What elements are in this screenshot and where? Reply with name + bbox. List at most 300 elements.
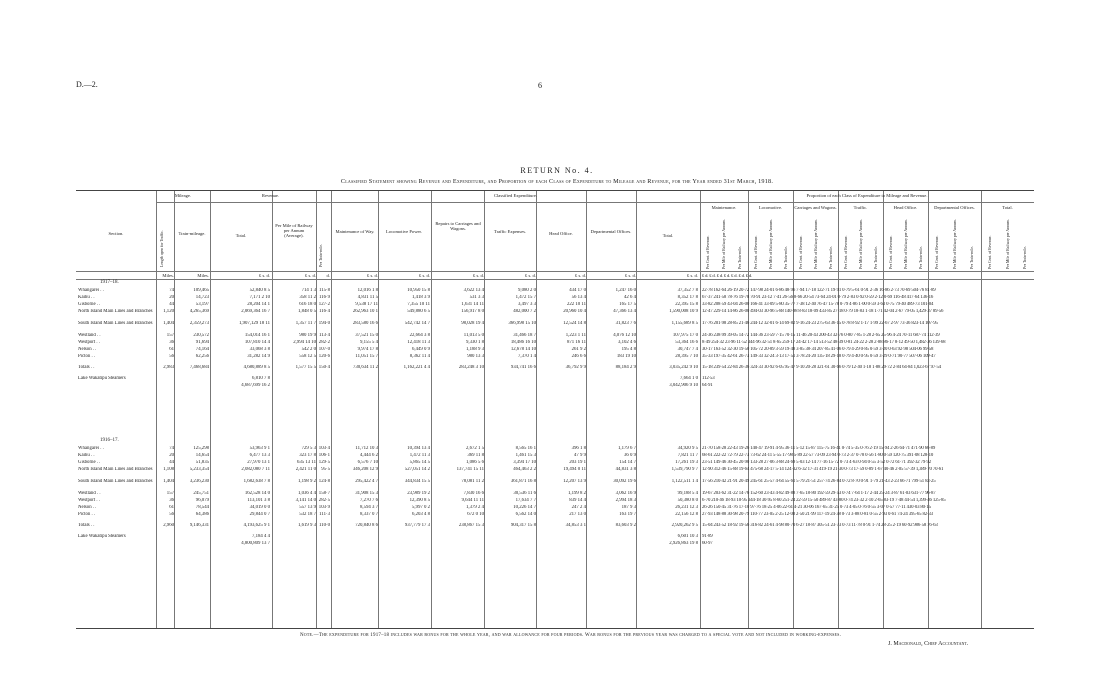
cell-ho: 36,792 9 9 xyxy=(565,365,586,370)
prop-subheader-6-2: Per Train-mile. xyxy=(1023,246,1028,269)
cell-ls: 1,108 xyxy=(163,467,174,472)
cell-te: 3,497 3 3 xyxy=(518,302,536,307)
cell-mw: 283,580 16 6 xyxy=(352,321,378,326)
cell-rc: 98,028 19 4 xyxy=(461,321,484,326)
cell-te: 18,486 16 10 xyxy=(510,340,536,345)
cell-pt: 103·9 xyxy=(318,505,330,510)
cell-ho: 396 1 8 xyxy=(571,446,586,451)
cell-tot: 34,019 0 0 xyxy=(249,505,270,510)
cell-tl: 53,364 16 6 xyxy=(675,340,698,345)
prop-group-departmental: Departmental Offices. xyxy=(934,205,975,210)
mileage-header: Mileage. xyxy=(174,193,192,198)
cell-ho: 217 13 0 xyxy=(569,512,586,517)
repairs-header: Repairs to Carriages and Wagons. xyxy=(435,221,481,231)
cell-ls: 20 xyxy=(169,453,174,458)
expenditure-total-header: Total. xyxy=(662,233,674,238)
cell-tm: 64,386 xyxy=(195,512,209,517)
cell-pm: 557 13 9 xyxy=(299,505,316,510)
cell-pt: 111·3 xyxy=(319,512,330,517)
prop-subheader-0-2: Per Train-mile. xyxy=(738,246,742,269)
cell-lp: 542,742 14 7 xyxy=(404,321,430,326)
cell-name: Picton . . xyxy=(78,512,96,517)
head-office-header: Head Office. xyxy=(549,231,573,236)
cell-ho: 34,853 3 1 xyxy=(565,523,586,528)
cell-tot: 6,810 7 8 xyxy=(252,376,270,381)
cell-tl: 1,122,511 1 4 xyxy=(671,479,698,484)
prop-subheader-5-2: Per Train-mile. xyxy=(970,246,975,269)
cell-tl: 99,188 5 4 xyxy=(677,491,698,496)
cell-lp: 1,418 3 9 xyxy=(412,295,430,300)
cell-rc: 238,867 15 3 xyxy=(458,523,484,528)
cell-pt: 116·4 xyxy=(318,309,330,314)
cell-te: 17,634 7 7 xyxy=(515,498,536,503)
cell-prop: 12·47 229·14 14·86 26·00 494·03 30·96 5·88 140·98 8·83 18·09 433·85 27·18 0·79 18·83 1·18 1·71 42·04 2·67 79·05 1,429·37 89·56 xyxy=(702,309,944,314)
cell-name: Gisborne . . xyxy=(78,302,101,307)
cell-ho: 247 2 4 xyxy=(571,505,586,510)
cell-prop: 60·97 xyxy=(702,541,713,546)
cell-pm: 714 1 3 xyxy=(301,288,316,293)
cell-tl: 22,395 15 8 xyxy=(675,302,698,307)
cell-prop: 30·17 163·52 32·30 19·50 105·72 20·89 3·59 19·48 3·85 38·34 207·85 41·06 0·79 4·29 0·85 0·59 3·20 0·63 92·98 504·06 99·58 xyxy=(702,347,934,352)
cell-lp: 5,997 0 2 xyxy=(412,505,430,510)
cell-tot: 4,193,625 9 1 xyxy=(243,523,270,528)
cell-do: 3,102 4 6 xyxy=(618,340,636,345)
cell-rc: 3,622 13 4 xyxy=(463,288,484,293)
cell-prop: 17·56 210·42 21·91 20·49 245·61 25·57 4·64 55·61 5·79 21·51 257·74 26·84 0·72 8·70 0·91 1·79 21·43 2·23 66·71 799·51 83·25 xyxy=(702,479,936,484)
cell-tl: 8,352 17 8 xyxy=(677,295,698,300)
cell-prop: 15·18 239·54 22·84 26·36 324·33 30·92 6·05 95·47 9·10 20·28 321·61 30·66 0·79 12·40 1·18 1·88 29·72 2·84 64·84 1,023·67 97·54 xyxy=(702,365,942,370)
cell-tm: 4,265,369 xyxy=(189,309,209,314)
signature: J. Macdonald, Chief Accountant. xyxy=(888,641,969,647)
cell-name: South Island Main Lines and Branches xyxy=(78,479,153,484)
cell-name: Whangarei . . xyxy=(78,288,104,293)
cell-tm: 53,197 xyxy=(195,302,209,307)
cell-rc: 1,188 9 3 xyxy=(466,347,484,352)
cell-lp: 344,834 15 5 xyxy=(404,479,430,484)
cell-te: 366,998 15 10 xyxy=(508,321,536,326)
cell-tot: 27,970 13 1 xyxy=(247,460,270,465)
cell-lp: 5,865 14 5 xyxy=(409,460,430,465)
cell-name: Kaihu . . xyxy=(78,295,95,300)
cell-tot: 2,069,364 16 7 xyxy=(241,309,270,314)
cell-mw: 295,422 4 7 xyxy=(355,479,378,484)
prop-subheader-3-0: Per Cent. of Revenue. xyxy=(843,235,848,269)
cell-tl: 28,395 7 10 xyxy=(675,354,698,359)
cell-do: 187 9 3 xyxy=(621,505,636,510)
cell-ls: 44 xyxy=(169,302,174,307)
cell-pt: 194·0 xyxy=(318,321,330,326)
cell-lp: 10,394 13 4 xyxy=(407,446,430,451)
departmental-offices-header: Departmental Offices. xyxy=(590,229,632,234)
prop-subheader-2-1: Per Mile of Railway per Annum. xyxy=(813,219,818,269)
cell-pt: 129·5 xyxy=(318,460,330,465)
cell-te: 1,461 15 3 xyxy=(515,453,536,458)
cell-te: 8,565 16 1 xyxy=(515,446,536,451)
cell-prop: 8·49 254·32 23·96 11·52 344·96 32·51 8·65 259·17 24·42 17·14 513·52 48·39 0·81 24·22 2·28 2·88 86·17 8·12 49·50 1,482·36 139·68 xyxy=(702,340,946,345)
cell-lp: 22,664 3 8 xyxy=(409,333,430,338)
cell-te: 6,562 14 0 xyxy=(515,512,536,517)
cell-pt: 150·4 xyxy=(318,365,330,370)
prop-subheader-4-2: Per Train-mile. xyxy=(918,246,923,269)
cell-tm: 245,751 xyxy=(193,491,209,496)
cell-tm: 9,146,331 xyxy=(189,523,209,528)
prop-subheader-0-1: Per Mile of Railway per Annum. xyxy=(722,219,726,269)
cell-do: 42 6 4 xyxy=(624,295,636,300)
cell-tm: 74,164 xyxy=(195,347,209,352)
cell-te: 1,472 15 7 xyxy=(515,295,536,300)
cell-mw: 12,016 1 8 xyxy=(357,288,378,293)
cell-do: 163 19 7 xyxy=(619,512,636,517)
cell-name: North Island Main Lines and Branches xyxy=(78,467,153,472)
cell-rc: 156,917 8 0 xyxy=(461,309,484,314)
cell-tl: 3,035,242 9 10 xyxy=(669,365,698,370)
cell-mw: 9,538 17 11 xyxy=(355,302,378,307)
cell-do: 3,062 16 9 xyxy=(615,491,636,496)
cell-name: Picton . . xyxy=(78,354,96,359)
cell-pm: 1,619 9 3 xyxy=(298,523,316,528)
cell-do: 30,092 19 6 xyxy=(613,479,636,484)
prop-subheader-1-0: Per Cent. of Revenue. xyxy=(753,235,758,269)
cell-mw: 8,337 0 7 xyxy=(360,512,378,517)
cell-pt: 158·7 xyxy=(318,491,330,496)
table-row xyxy=(76,309,1034,317)
cell-name: Westland . . xyxy=(78,333,101,338)
cell-rc: 78,081 11 2 xyxy=(461,479,484,484)
cell-name: Totals . . xyxy=(78,523,95,528)
cell-pt: 107·0 xyxy=(318,347,330,352)
cell-tl: 7,821 11 7 xyxy=(677,453,698,458)
cell-ho: 203 19 1 xyxy=(569,460,586,465)
cell-lp: 23,989 19 2 xyxy=(407,491,430,496)
cell-name: Whangarei . . xyxy=(78,446,104,451)
cell-pt: 95·5 xyxy=(321,467,330,472)
cell-pm: 980 19 9 xyxy=(299,333,316,338)
cell-tl: 22,156 12 8 xyxy=(675,512,698,517)
cell-pt: 120·6 xyxy=(318,354,330,359)
cell-tm: 91,694 xyxy=(195,340,209,345)
cell-do: 1,247 16 0 xyxy=(615,288,636,293)
prop-subheader-0-0: Per Cent. of Revenue. xyxy=(706,235,710,269)
cell-prop: 12·90 312·46 15·88 19·64 475·68 24·17 5·14 124·32 6·32 17·31 419·19 21·30 0·73 17·59 0·89 1·67 40·46 2·05 57·39 1,389·70 70·61 xyxy=(702,467,944,472)
cell-do: 47,366 13 4 xyxy=(613,309,636,314)
table-row xyxy=(76,383,1034,391)
cell-prop: 19·67 203·62 31·22 14·76 152·60 23·43 4·82 49·88 7·65 18·80 192·59 29·53 0·74 7·64 1·17 2·44 25·24 3·87 61·03 631·77 96·87 xyxy=(702,491,936,496)
cell-te: 7,370 1 4 xyxy=(518,354,536,359)
cell-pt: 106·1 xyxy=(318,453,330,458)
cell-lp: 1,162,221 4 4 xyxy=(403,365,430,370)
cell-pt: 127·2 xyxy=(318,302,330,307)
cell-lp: 12,418 11 3 xyxy=(407,340,430,345)
cell-mw: 9,974 17 8 xyxy=(357,347,378,352)
table-row xyxy=(76,365,1034,373)
cell-rc: 1,086 5 6 xyxy=(466,460,484,465)
cell-te: 482,000 7 2 xyxy=(513,309,536,314)
cell-prop: 15·04 243·52 18·92 19·56 316·82 24·61 4·98 80·70 6·27 18·87 305·51 23·73 0·73 11·78 0·91 1·74 28·25 2·19 60·92 986·58 76·63 xyxy=(702,523,938,528)
cell-te: 464,463 2 2 xyxy=(513,467,536,472)
cell-prop: 33·82 208·59 43·04 26·00 166·41 33·09 5·80 35·77 7·38 12·40 76·47 15·78 0·79 4·86 1·00 0·59 3·63 0·75 79·40 489·73 101·04 xyxy=(702,302,934,307)
cell-te: 9,080 2 0 xyxy=(518,288,536,293)
cell-ls: 1,404 xyxy=(163,479,174,484)
cell-tm: 7,468,684 xyxy=(189,365,209,370)
cell-te: 12,678 14 10 xyxy=(510,347,536,352)
prop-group-head-office: Head Office. xyxy=(893,205,918,210)
revenue-total-header: Total. xyxy=(235,233,247,238)
cell-pm: 532 18 7 xyxy=(299,512,316,517)
prop-subheader-4-0: Per Cent. of Revenue. xyxy=(888,235,893,269)
year-label-1917-18: 1917–18. xyxy=(100,280,119,285)
cell-tm: 3,236,230 xyxy=(189,479,209,484)
cell-tl: 26,231 12 3 xyxy=(675,505,698,510)
cell-tot: 1,682,638 7 8 xyxy=(243,479,270,484)
cell-prop: 6·70 210·46 18·93 10·95 344·18 30·95 8·60 251·24 22·59 15·50 489·87 43·80 0·74 23·32 2·10 2·65 83·19 7·48 44·54 1,399·46 125·85 xyxy=(702,498,946,503)
cell-prop: 17·76 201·98 28·85 21·46 244·12 32·01 6·14 69·82 9·16 24·23 275·63 36·15 0·78 8·92 1·17 1·99 22·67 2·97 73·36 823·14 107·95 xyxy=(702,321,938,326)
cell-do: 31,823 7 6 xyxy=(615,321,636,326)
prop-subheader-1-1: Per Mile of Railway per Annum. xyxy=(768,219,773,269)
cell-tm: 2,359,273 xyxy=(189,321,209,326)
traffic-expenses-header: Traffic Expenses. xyxy=(493,229,527,234)
cell-name: Nelson . . xyxy=(78,505,97,510)
cell-pm: 1,357 11 7 xyxy=(295,321,316,326)
locomotive-power-header: Locomotive Power. xyxy=(386,229,422,234)
cell-tot: 53,963 9 1 xyxy=(249,446,270,451)
cell-ls: 56 xyxy=(169,354,174,359)
cell-name: Nelson . . xyxy=(78,347,97,352)
cell-ls: 74 xyxy=(169,288,174,293)
cell-tm: 14,654 xyxy=(195,453,209,458)
length-open-header: Length open for Traffic. xyxy=(160,230,164,267)
cell-tm: 230,572 xyxy=(193,333,209,338)
cell-lp: 937,779 17 3 xyxy=(404,523,430,528)
cell-rc: 2,672 1 5 xyxy=(466,446,484,451)
cell-do: 183 19 10 xyxy=(616,354,636,359)
prop-subheader-6-1: Per Mile of Railway per Annum. xyxy=(1005,219,1010,269)
cell-ho: 47 9 9 xyxy=(574,453,586,458)
cell-tot: 29,844 0 7 xyxy=(249,512,270,517)
cell-lp: 6,449 0 9 xyxy=(412,347,430,352)
cell-prop: 68·61 222·22 72·79 22·73 73·62 24·11 5·55 17·98 5·89 22·57 73·09 23·94 0·73 2·37 0·78 0·56 1·80 0·59 120·75 391·08 128·10 xyxy=(702,453,934,458)
cell-ls: 157 xyxy=(166,333,174,338)
table-row xyxy=(76,541,1034,549)
cell-mw: 262,963 10 1 xyxy=(352,309,378,314)
cell-ho: 56 13 4 xyxy=(571,295,586,300)
cell-ls: 61 xyxy=(169,347,174,352)
prop-subheader-1-2: Per Train-mile. xyxy=(783,246,788,269)
cell-tl: 30,747 7 4 xyxy=(677,347,698,352)
cell-tl: 37,352 7 8 xyxy=(677,288,698,293)
prop-subheader-6-0: Per Cent. of Revenue. xyxy=(987,235,992,269)
cell-tot: 52,840 8 5 xyxy=(249,288,270,293)
cell-pm: 1,036 4 4 xyxy=(298,491,316,496)
cell-rc: 137,741 15 11 xyxy=(456,467,484,472)
cell-tm: 109,465 xyxy=(193,288,209,293)
cell-prop: 22·78 162·64 26·19 20·72 147·98 24·01 6·86 48·96 7·94 17·18 122·71 19·91 0·79 5·61 0·91 2·36 16·86 2·73 70·69 504·76 81·89 xyxy=(702,288,936,293)
cell-ls: 56 xyxy=(169,512,174,517)
cell-pm: 729 5 3 xyxy=(301,446,316,451)
prop-group-carriages: Carriages and Wagons. xyxy=(794,205,837,210)
cell-ho: 246 6 6 xyxy=(571,354,586,359)
cell-ls: 157 xyxy=(166,491,174,496)
cell-rc: 531 3 3 xyxy=(469,295,484,300)
cell-tl: 50,380 8 0 xyxy=(677,498,698,503)
cell-tot: 28,204 14 1 xyxy=(247,302,270,307)
cell-tot: 162,528 14 0 xyxy=(244,491,270,496)
cell-name: Totals . . xyxy=(78,365,95,370)
cell-pt: 110·0 xyxy=(318,523,330,528)
revenue-per-train-mile-header: Per Train-mile. xyxy=(319,244,323,267)
cell-mw: 4,831 11 5 xyxy=(357,295,378,300)
cell-rc: 9,330 1 8 xyxy=(466,340,484,345)
return-title: RETURN No. 4. xyxy=(520,166,594,175)
cell-ho: 261 9 2 xyxy=(571,347,586,352)
cell-ho: 12,207 13 9 xyxy=(563,479,586,484)
cell-pt: 282·5 xyxy=(318,498,330,503)
cell-rc: 7,830 16 6 xyxy=(463,491,484,496)
cell-tl: 7,664 1 0 xyxy=(680,376,698,381)
cell-tl: 3,042,906 9 10 xyxy=(669,383,698,388)
cell-tot: 154,014 16 1 xyxy=(244,333,270,338)
cell-tm: 125,298 xyxy=(193,446,209,451)
cell-tm: 14,723 xyxy=(195,295,209,300)
cell-pm: 635 13 11 xyxy=(296,460,316,465)
cell-mw: 6,576 7 10 xyxy=(357,460,378,465)
classified-expenditure-header: Classified Expenditure. xyxy=(493,193,538,198)
cell-tl: 1,539,790 9 7 xyxy=(671,467,698,472)
cell-name: Westport . . xyxy=(78,340,100,345)
revenue-expenditure-table xyxy=(76,190,1034,629)
cell-tm: 62,256 xyxy=(195,354,209,359)
cell-tm: 96,079 xyxy=(195,498,209,503)
prop-group-maintenance: Maintenance. xyxy=(711,205,737,210)
table-row xyxy=(76,512,1034,520)
prop-subheader-2-2: Per Train-mile. xyxy=(828,246,833,269)
cell-ls: 44 xyxy=(169,460,174,465)
table-row xyxy=(76,321,1034,329)
cell-tl: 2,926,863 19 8 xyxy=(669,541,698,546)
cell-pt: 113·4 xyxy=(318,333,330,338)
cell-lp: 527,051 14 2 xyxy=(404,467,430,472)
table-row xyxy=(76,467,1034,475)
cell-mw: 37,521 15 0 xyxy=(355,333,378,338)
proportion-header: Proportion of each Class of Expenditure to Mileage and Revenue. xyxy=(806,193,928,198)
units-row: Miles. Miles. £ s. d. £ s. d. d. £ s. d. £ s. d. £ s. d. £ s. d. £ s. d. £ s. d. £ s. d. £ d. £ d. £ d. £ d. £ d. £ d. £ d. xyxy=(162,273,753,278)
cell-ls: 1,120 xyxy=(163,309,174,314)
cell-tl: 1,155,689 8 5 xyxy=(671,321,698,326)
cell-prop: 27·93 148·88 30·98 20·79 110·77 23·05 2·25 12·00 2·50 21·99 117·19 24·38 0·73 3·88 0·81 0·55 2·93 0·61 74·24 395·65 82·33 xyxy=(702,512,933,517)
cell-name: Kaihu . . xyxy=(78,453,95,458)
cell-lp: 10,950 15 8 xyxy=(407,288,430,293)
cell-do: 1,179 6 7 xyxy=(618,446,636,451)
cell-do: 2,994 18 3 xyxy=(615,498,636,503)
cell-ls: 20 xyxy=(169,295,174,300)
table-row xyxy=(76,479,1034,487)
prop-group-traffic: Traffic. xyxy=(853,205,868,210)
cell-ls: 2,983 xyxy=(163,365,174,370)
cell-prop: 24·36 238·99 39·05 14·72 144·36 23·59 7·15 70·15 11·46 20·43 200·43 32·76 0·80 7·85 1·28 2·65 25·96 4·24 70·11 687·74 112·39 xyxy=(702,333,940,338)
cell-prop: 91·89 xyxy=(702,534,713,539)
cell-ho: 12,524 14 8 xyxy=(563,321,586,326)
cell-pm: 1,198 9 2 xyxy=(298,479,316,484)
cell-lp: 1,472 11 3 xyxy=(409,453,430,458)
cell-tot: 31,282 14 9 xyxy=(247,354,270,359)
prop-subheader-3-1: Per Mile of Railway per Annum. xyxy=(858,219,863,269)
cell-ho: 19,494 0 11 xyxy=(563,467,586,472)
cell-pt: 115·8 xyxy=(318,288,330,293)
cell-ho: 20,960 10 4 xyxy=(563,309,586,314)
cell-tot: 107,810 14 4 xyxy=(244,340,270,345)
cell-tot: 7,171 2 10 xyxy=(249,295,270,300)
cell-te: 10,226 14 7 xyxy=(513,505,536,510)
cell-pm: 616 18 0 xyxy=(299,302,316,307)
cell-tl: 6,601 10 3 xyxy=(677,534,698,539)
cell-tl: 107,975 17 0 xyxy=(672,333,698,338)
cell-prop: 67·37 241·58 78·76 19·78 70·91 23·12 7·41 26·56 8·66 20·54 73·64 24·01 0·79 2·83 0·92 0·59 2·12 0·69 116·48 417·64 136·16 xyxy=(702,295,934,300)
cell-pm: 542 2 0 xyxy=(301,347,316,352)
table-row xyxy=(76,523,1034,531)
cell-tot: 4,687,699 16 2 xyxy=(241,383,270,388)
cell-pt: 282·2 xyxy=(318,340,330,345)
cell-name: Lake Wakatipu Steamers xyxy=(78,534,126,539)
cell-do: 88,184 2 9 xyxy=(615,365,636,370)
cell-ho: 434 17 0 xyxy=(569,288,586,293)
cell-ls: 36 xyxy=(169,498,174,503)
cell-te: 904,317 15 8 xyxy=(510,523,536,528)
cell-pt: 116·9 xyxy=(318,295,330,300)
cell-mw: 11,051 15 7 xyxy=(355,354,378,359)
cell-rc: 283,248 3 10 xyxy=(458,365,484,370)
footnote: Note.—The expenditure for 1917–18 includes war bonus for the whole year, and war allowance for four periods. War bonus for the previous year was charged to a special vote and not included in working-expenses. xyxy=(300,633,842,638)
cell-lp: 7,355 10 11 xyxy=(407,302,430,307)
cell-ls: 2,960 xyxy=(163,523,174,528)
cell-rc: 369 11 8 xyxy=(467,453,484,458)
cell-pt: 124·8 xyxy=(318,479,330,484)
cell-mw: 4,444 6 2 xyxy=(360,453,378,458)
cell-ls: 36 xyxy=(169,340,174,345)
cell-lp: 8,362 11 4 xyxy=(409,354,430,359)
cell-rc: 1,379 2 4 xyxy=(466,505,484,510)
cell-te: 361,871 16 8 xyxy=(510,479,536,484)
cell-name: Gisborne . . xyxy=(78,460,101,465)
prop-subheader-5-0: Per Cent. of Revenue. xyxy=(934,235,939,269)
cell-do: 4,076 12 10 xyxy=(613,333,636,338)
cell-pm: 1,577 15 5 xyxy=(295,365,316,370)
cell-pm: 3,141 14 0 xyxy=(295,498,316,503)
cell-pt: 103·4 xyxy=(318,446,330,451)
revenue-per-mile-header: Per Mile of Railway per Annum (Average). xyxy=(275,223,313,238)
cell-tot: 1,907,129 18 11 xyxy=(238,321,270,326)
cell-name: Lake Wakatipu Steamers xyxy=(78,376,126,381)
cell-mw: 720,840 8 6 xyxy=(355,523,378,528)
cell-tot: 4,800,809 13 7 xyxy=(241,541,270,546)
cell-name: South Island Main Lines and Branches xyxy=(78,321,153,326)
cell-tot: 113,101 3 8 xyxy=(247,498,270,503)
cell-do: 36 0 9 xyxy=(624,453,636,458)
cell-pm: 358 11 2 xyxy=(299,295,316,300)
cell-name: North Island Main Lines and Branches xyxy=(78,309,153,314)
cell-rc: 9,644 11 11 xyxy=(461,498,484,503)
cell-do: 165 17 5 xyxy=(619,302,636,307)
page-reference: D.—2. xyxy=(76,80,98,89)
train-mileage-header: Train-mileage. xyxy=(178,231,206,236)
cell-tm: 51,835 xyxy=(195,460,209,465)
cell-do: 83,603 9 2 xyxy=(615,523,636,528)
table-row xyxy=(76,354,1034,362)
cell-te: 3,394 17 10 xyxy=(513,460,536,465)
cell-te: 31,466 18 7 xyxy=(513,333,536,338)
cell-do: 154 14 7 xyxy=(619,460,636,465)
cell-ho: 1,199 8 2 xyxy=(568,491,586,496)
cell-pm: 1,848 0 5 xyxy=(298,309,316,314)
maintenance-of-way-header: Maintenance of Way. xyxy=(335,229,375,234)
